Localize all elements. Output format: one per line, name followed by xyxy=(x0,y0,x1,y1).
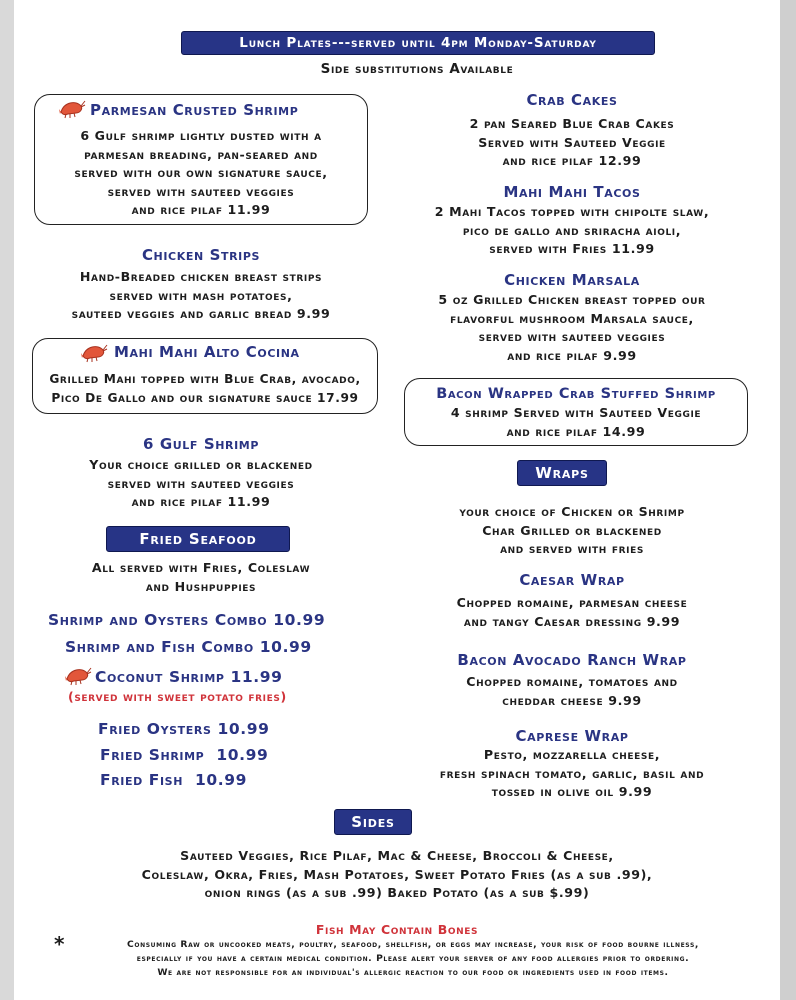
parmesan-shrimp-desc: 6 Gulf shrimp lightly dusted with a parmesan breading, pan-seared and served with our own signature sauce, served with sauteed veggies and rice pilaf 11.99 xyxy=(74,128,328,217)
shrimp-icon xyxy=(64,665,92,687)
wraps-banner: Wraps xyxy=(517,460,607,486)
caesar-wrap-desc: Chopped romaine, parmesan cheese and tangy Caesar dressing 9.99 xyxy=(456,595,688,629)
bacon-ranch-wrap-title: Bacon Avocado Ranch Wrap xyxy=(457,651,687,669)
menu-page xyxy=(14,0,780,1000)
sides-banner: Sides xyxy=(334,809,412,835)
fried-seafood-desc: All served with Fries, Coleslaw and Hushpuppies xyxy=(91,560,311,594)
fried-oysters: Fried Oysters 10.99 xyxy=(98,720,270,738)
chicken-strips-desc: Hand-Breaded chicken breast strips served with mash potatoes, sauteed veggies and garlic bread 9.99 xyxy=(71,269,331,321)
page-edge-shadow xyxy=(780,0,796,1000)
bacon-ranch-wrap-desc: Chopped romaine, tomatoes and cheddar cheese 9.99 xyxy=(466,674,678,708)
shrimp-oysters-combo: Shrimp and Oysters Combo 10.99 xyxy=(48,611,326,629)
alto-cocina-desc: Grilled Mahi topped with Blue Crab, avocado, Pico De Gallo and our signature sauce 17.99 xyxy=(49,372,361,405)
mahi-tacos-desc: 2 Mahi Tacos topped with chipolte slaw, pico de gallo and sriracha aioli, served with Fries 11.99 xyxy=(434,204,710,256)
chicken-marsala-title: Chicken Marsala xyxy=(504,271,640,289)
gulf-shrimp-desc: Your choice grilled or blackened served with sauteed veggies and rice pilaf 11.99 xyxy=(89,457,313,509)
fried-seafood-banner: Fried Seafood xyxy=(106,526,290,552)
parmesan-shrimp-title: Parmesan Crusted Shrimp xyxy=(90,101,299,119)
alto-cocina-title: Mahi Mahi Alto Cocina xyxy=(114,343,300,361)
crab-cakes-title: Crab Cakes xyxy=(526,91,618,109)
allergy-disclaimer: Consuming Raw or uncooked meats, poultry, seafood, shellfish, or eggs may increase, your risk of food bourne illness, especially if you have a certain medical condition. Please alert your server of any food allergies prior to ordering. We are not responsible for an individual's allergic reaction to our food or ingredients used in food items. xyxy=(127,939,699,978)
chicken-marsala-desc: 5 oz Grilled Chicken breast topped our flavorful mushroom Marsala sauce, served with sauteed veggies and rice pilaf 9.99 xyxy=(438,292,706,363)
coconut-shrimp: Coconut Shrimp 11.99 xyxy=(95,668,283,686)
shrimp-fish-combo: Shrimp and Fish Combo 10.99 xyxy=(65,638,312,656)
fish-bones-warning: Fish May Contain Bones xyxy=(315,922,479,937)
coconut-shrimp-note: (served with sweet potato fries) xyxy=(68,689,287,704)
substitutions-note: Side substitutions Available xyxy=(320,61,514,77)
caprese-wrap-desc: Pesto, mozzarella cheese, fresh spinach tomato, garlic, basil and tossed in olive oil 9.99 xyxy=(439,747,705,799)
caesar-wrap-title: Caesar Wrap xyxy=(519,571,625,589)
caprese-wrap-title: Caprese Wrap xyxy=(515,727,629,745)
bacon-wrapped-desc: 4 shrimp Served with Sauteed Veggie and rice pilaf 14.99 xyxy=(450,405,702,439)
lunch-plates-banner: Lunch Plates---served until 4pm Monday-Saturday xyxy=(181,31,655,55)
shrimp-icon xyxy=(58,98,86,120)
asterisk-mark: * xyxy=(54,932,65,956)
gulf-shrimp-title: 6 Gulf Shrimp xyxy=(142,435,260,453)
fried-shrimp: Fried Shrimp 10.99 xyxy=(100,746,269,764)
crab-cakes-desc: 2 pan Seared Blue Crab Cakes Served with Sauteed Veggie and rice pilaf 12.99 xyxy=(469,116,675,168)
bacon-wrapped-title: Bacon Wrapped Crab Stuffed Shrimp xyxy=(436,386,716,402)
mahi-tacos-title: Mahi Mahi Tacos xyxy=(503,183,641,201)
sides-list: Sauteed Veggies, Rice Pilaf, Mac & Cheese, Broccoli & Cheese, Coleslaw, Okra, Fries, Mash Potatoes, Sweet Potato Fries (as a sub .99), onion rings (as a sub .99) Baked Potato (as a sub $.99) xyxy=(141,848,653,900)
shrimp-icon xyxy=(80,342,108,364)
fried-fish: Fried Fish 10.99 xyxy=(100,771,248,789)
chicken-strips-title: Chicken Strips xyxy=(141,246,261,264)
wraps-desc: your choice of Chicken or Shrimp Char Grilled or blackened and served with fries xyxy=(459,504,685,556)
